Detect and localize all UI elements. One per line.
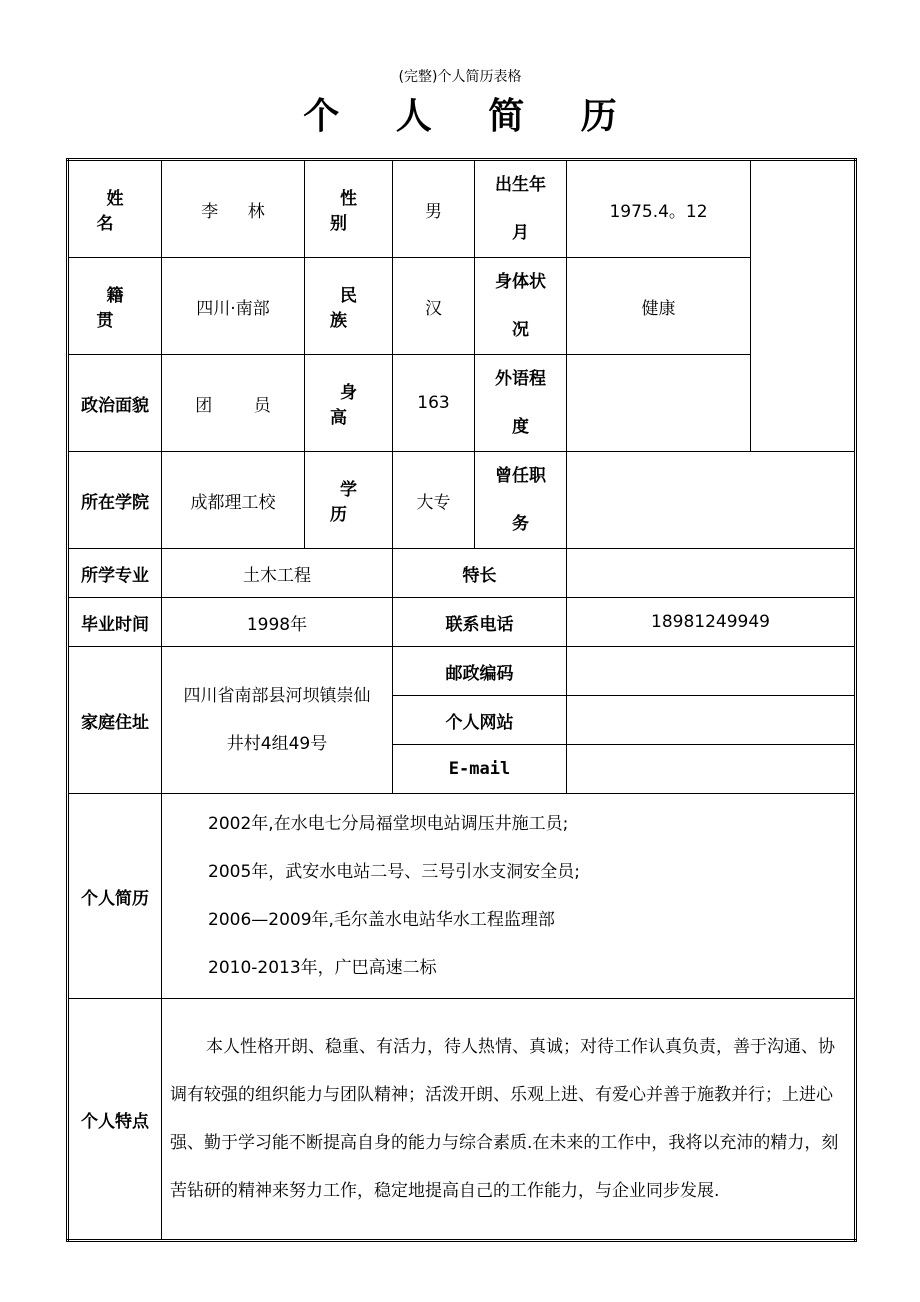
table-row: [68, 160, 856, 258]
experience-item: 2002年,在水电七分局福堂坝电站调压井施工员;: [208, 814, 569, 834]
experience-item: 2006—2009年,毛尔盖水电站华水工程监理部: [208, 910, 555, 930]
gender-label: 性 别: [305, 160, 393, 258]
position-label-line2: 务: [512, 514, 529, 534]
website-label: 个人网站: [393, 696, 567, 745]
table-row: [68, 647, 856, 696]
language-label: [475, 355, 567, 452]
college-value: 成都理工校: [162, 452, 305, 549]
health-label-line1: 身体状: [495, 272, 546, 292]
address-line2: 井村4组49号: [226, 734, 328, 754]
table-row: [68, 794, 856, 999]
photo-box: [751, 160, 856, 452]
table-row: [68, 258, 856, 355]
features-text: [162, 999, 856, 1241]
website-value: [567, 696, 856, 745]
college-label: 所在学院: [68, 452, 162, 549]
gender-value: 男: [393, 160, 475, 258]
major-label: 所学专业: [68, 549, 162, 598]
ethnicity-value: 汉: [393, 258, 475, 355]
political-label: 政治面貌: [68, 355, 162, 452]
table-row: [68, 452, 856, 549]
education-label: 学 历: [305, 452, 393, 549]
ethnicity-label: 民 族: [305, 258, 393, 355]
specialty-label: 特长: [393, 549, 567, 598]
graduation-label: 毕业时间: [68, 598, 162, 647]
experience-item: 2005年，武安水电站二号、三号引水支洞安全员;: [208, 862, 580, 882]
height-label: 身 高: [305, 355, 393, 452]
position-label: [475, 452, 567, 549]
header-note: (完整)个人简历表格: [398, 69, 522, 85]
origin-label: 籍 贯: [68, 258, 162, 355]
height-value: 163: [393, 355, 475, 452]
address-value: [162, 647, 393, 794]
table-row: [68, 598, 856, 647]
major-value: 土木工程: [162, 549, 393, 598]
postcode-label: 邮政编码: [393, 647, 567, 696]
language-label-line1: 外语程: [495, 369, 546, 389]
position-label-line1: 曾任职: [495, 466, 546, 486]
features-label: 个人特点: [68, 999, 162, 1241]
health-label-line2: 况: [512, 320, 529, 340]
table-row: [68, 549, 856, 598]
experience-item: 2010-2013年，广巴高速二标: [208, 958, 437, 978]
page-title: 个 人 简 历: [303, 96, 639, 137]
origin-value: 四川·南部: [162, 258, 305, 355]
education-value: 大专: [393, 452, 475, 549]
graduation-value: 1998年: [162, 598, 393, 647]
birth-label: [475, 160, 567, 258]
address-line1: 四川省南部县河坝镇崇仙: [183, 686, 371, 706]
birth-label-line2: 月: [512, 223, 529, 243]
experience-list: [162, 794, 856, 999]
specialty-value: [567, 549, 856, 598]
language-value: [567, 355, 751, 452]
name-value: 李 林: [162, 160, 305, 258]
health-label: [475, 258, 567, 355]
birth-label-line1: 出生年: [495, 175, 546, 195]
position-value: [567, 452, 856, 549]
features-body: 本人性格开朗、稳重、有活力，待人热情、真诚；对待工作认真负责，善于沟通、协调有较强的组织能力与团队精神；活泼开朗、乐观上进、有爱心并善于施教并行；上进心强、勤于学习能不断提高自身的能力与综合素质.在未来的工作中，我将以充沛的精力，刻苦钻研的精神来努力工作，稳定地提高自己的工作能力，与企业同步发展.: [170, 1037, 839, 1201]
postcode-value: [567, 647, 856, 696]
address-label: 家庭住址: [68, 647, 162, 794]
phone-label: 联系电话: [393, 598, 567, 647]
experience-label: 个人简历: [68, 794, 162, 999]
political-value: 团 员: [162, 355, 305, 452]
language-label-line2: 度: [512, 417, 529, 437]
health-value: 健康: [567, 258, 751, 355]
name-label: 姓 名: [68, 160, 162, 258]
table-row: [68, 355, 856, 452]
email-value: [567, 745, 856, 794]
birth-value: 1975.4。12: [567, 160, 751, 258]
phone-value: 18981249949: [567, 598, 856, 647]
resume-table: [66, 158, 857, 1242]
email-label: E-mail: [393, 745, 567, 794]
table-row: [68, 999, 856, 1241]
